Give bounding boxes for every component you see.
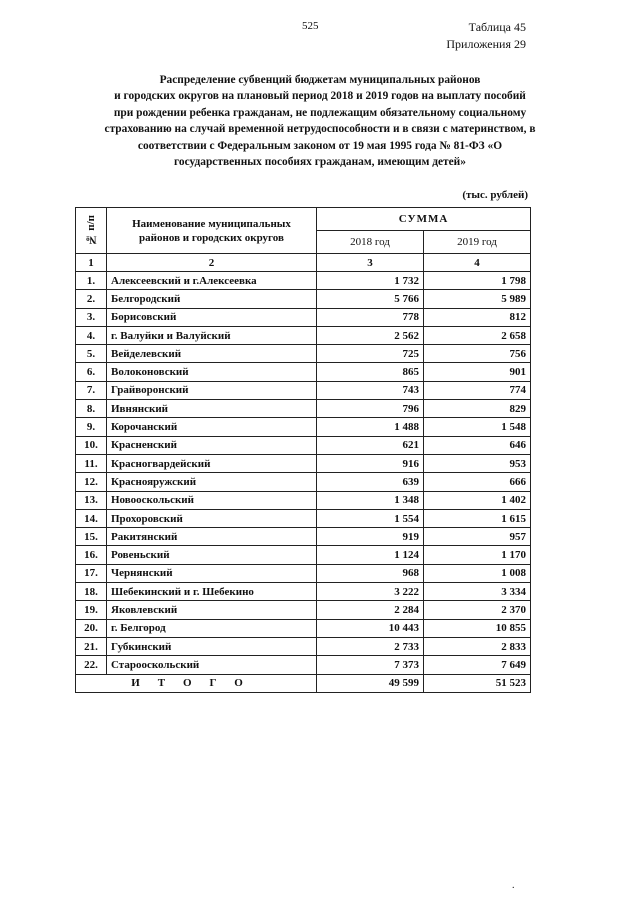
- row-value-2018: 1 124: [317, 546, 424, 564]
- table-row: [76, 326, 531, 344]
- row-value-2018: 1 554: [317, 509, 424, 527]
- row-value-2018: 7 373: [317, 656, 424, 674]
- total-row: [76, 674, 531, 692]
- row-value-2018: 1 348: [317, 491, 424, 509]
- row-name: Грайворонский: [107, 381, 317, 399]
- row-name: Старооскольский: [107, 656, 317, 674]
- row-number: 21.: [76, 637, 107, 655]
- total-v2019: 51 523: [424, 674, 531, 692]
- col-index-3: 3: [317, 254, 424, 272]
- document-heading: [60, 72, 580, 170]
- row-number: 22.: [76, 656, 107, 674]
- row-number: 18.: [76, 583, 107, 601]
- row-value-2018: 1 732: [317, 272, 424, 290]
- row-name: Алексеевский и г.Алексеевка: [107, 272, 317, 290]
- row-name: Корочанский: [107, 418, 317, 436]
- units-label: (тыс. рублей): [462, 189, 528, 201]
- row-value-2018: 2 562: [317, 326, 424, 344]
- heading-line: государственных пособиях гражданам, имеющим детей»: [174, 156, 466, 169]
- row-name: Шебекинский и г. Шебекино: [107, 583, 317, 601]
- table-row: [76, 290, 531, 308]
- row-name: Красногвардейский: [107, 454, 317, 472]
- row-value-2019: 3 334: [424, 583, 531, 601]
- table-row: [76, 637, 531, 655]
- row-number: 15.: [76, 528, 107, 546]
- table-row: [76, 272, 531, 290]
- row-number: 19.: [76, 601, 107, 619]
- col-index-1: 1: [76, 254, 107, 272]
- row-name: г. Валуйки и Валуйский: [107, 326, 317, 344]
- row-name: Прохоровский: [107, 509, 317, 527]
- row-value-2018: 778: [317, 308, 424, 326]
- row-number: 6.: [76, 363, 107, 381]
- row-value-2019: 666: [424, 473, 531, 491]
- row-name: Белгородский: [107, 290, 317, 308]
- table-row: [76, 454, 531, 472]
- table-label: Таблица 45: [468, 20, 526, 34]
- row-number: 12.: [76, 473, 107, 491]
- scan-dot: .: [512, 880, 515, 891]
- table-row: [76, 400, 531, 418]
- appendix-label: Приложения 29: [446, 37, 526, 51]
- table-row: [76, 491, 531, 509]
- heading-line: при рождении ребенка гражданам, не подлежащим обязательному социальному: [113, 106, 527, 119]
- table-row: [76, 473, 531, 491]
- row-value-2019: 774: [424, 381, 531, 399]
- row-value-2019: 1 170: [424, 546, 531, 564]
- row-value-2019: 901: [424, 363, 531, 381]
- row-name: Чернянский: [107, 564, 317, 582]
- row-value-2018: 10 443: [317, 619, 424, 637]
- row-value-2018: 916: [317, 454, 424, 472]
- header-num-text: № п/п: [85, 215, 97, 246]
- subsidy-table: [75, 207, 531, 693]
- row-number: 4.: [76, 326, 107, 344]
- row-name: Яковлевский: [107, 601, 317, 619]
- row-value-2018: 725: [317, 345, 424, 363]
- table-row: [76, 345, 531, 363]
- row-value-2019: 2 370: [424, 601, 531, 619]
- row-value-2019: 7 649: [424, 656, 531, 674]
- table-row: [76, 583, 531, 601]
- row-value-2019: 1 008: [424, 564, 531, 582]
- row-value-2019: 646: [424, 436, 531, 454]
- table-row: [76, 308, 531, 326]
- row-value-2018: 919: [317, 528, 424, 546]
- row-name: Губкинский: [107, 637, 317, 655]
- table-row: [76, 363, 531, 381]
- row-name: Красненский: [107, 436, 317, 454]
- row-value-2018: 5 766: [317, 290, 424, 308]
- row-name: Краснояружский: [107, 473, 317, 491]
- header-sum: СУММА: [317, 208, 531, 231]
- row-number: 13.: [76, 491, 107, 509]
- row-name: г. Белгород: [107, 619, 317, 637]
- header-2019: 2019 год: [424, 231, 531, 254]
- row-number: 2.: [76, 290, 107, 308]
- row-name: Ракитянский: [107, 528, 317, 546]
- row-value-2019: 1 798: [424, 272, 531, 290]
- heading-line: страхованию на случай временной нетрудоспособности и в связи с материнством, в: [104, 123, 536, 136]
- heading-line: и городских округов на плановый период 2018 и 2019 годов на выплату пособий: [114, 90, 526, 103]
- table-row: [76, 418, 531, 436]
- row-number: 20.: [76, 619, 107, 637]
- row-number: 10.: [76, 436, 107, 454]
- row-value-2019: 957: [424, 528, 531, 546]
- table-row: [76, 564, 531, 582]
- table-row: [76, 509, 531, 527]
- row-value-2019: 1 548: [424, 418, 531, 436]
- row-number: 1.: [76, 272, 107, 290]
- row-value-2019: 812: [424, 308, 531, 326]
- row-value-2019: 5 989: [424, 290, 531, 308]
- row-number: 7.: [76, 381, 107, 399]
- row-value-2018: 743: [317, 381, 424, 399]
- row-number: 5.: [76, 345, 107, 363]
- row-number: 3.: [76, 308, 107, 326]
- table-row: [76, 656, 531, 674]
- row-number: 11.: [76, 454, 107, 472]
- row-name: Новооскольский: [107, 491, 317, 509]
- row-value-2019: 2 658: [424, 326, 531, 344]
- row-value-2019: 10 855: [424, 619, 531, 637]
- row-name: Вейделевский: [107, 345, 317, 363]
- row-number: 9.: [76, 418, 107, 436]
- table-label-block: [446, 19, 526, 53]
- row-name: Ивнянский: [107, 400, 317, 418]
- row-number: 8.: [76, 400, 107, 418]
- total-v2018: 49 599: [317, 674, 424, 692]
- table-row: [76, 601, 531, 619]
- table-row: [76, 619, 531, 637]
- header-row: [76, 208, 531, 231]
- row-value-2018: 796: [317, 400, 424, 418]
- header-2018: 2018 год: [317, 231, 424, 254]
- col-index-2: 2: [107, 254, 317, 272]
- row-value-2018: 865: [317, 363, 424, 381]
- row-value-2019: 1 402: [424, 491, 531, 509]
- row-value-2018: 2 284: [317, 601, 424, 619]
- row-value-2018: 621: [317, 436, 424, 454]
- page-number: 525: [302, 20, 319, 32]
- heading-line: соответствии с Федеральным законом от 19 мая 1995 года № 81-ФЗ «О: [137, 139, 503, 152]
- table-row: [76, 528, 531, 546]
- row-value-2018: 1 488: [317, 418, 424, 436]
- row-number: 16.: [76, 546, 107, 564]
- header-name: Наименование муниципальных районов и городских округов: [107, 208, 317, 254]
- heading-line: Распределение субвенций бюджетам муниципальных районов: [159, 74, 481, 86]
- row-value-2018: 2 733: [317, 637, 424, 655]
- row-value-2019: 953: [424, 454, 531, 472]
- row-value-2019: 756: [424, 345, 531, 363]
- row-name: Волоконовский: [107, 363, 317, 381]
- table-row: [76, 436, 531, 454]
- col-index-4: 4: [424, 254, 531, 272]
- row-value-2019: 2 833: [424, 637, 531, 655]
- header-num: [76, 208, 107, 254]
- row-value-2018: 639: [317, 473, 424, 491]
- column-index-row: [76, 254, 531, 272]
- row-name: Борисовский: [107, 308, 317, 326]
- row-number: 17.: [76, 564, 107, 582]
- row-name: Ровеньский: [107, 546, 317, 564]
- total-label: ИТОГО: [76, 674, 317, 692]
- row-value-2019: 1 615: [424, 509, 531, 527]
- table-row: [76, 381, 531, 399]
- row-value-2018: 968: [317, 564, 424, 582]
- table-row: [76, 546, 531, 564]
- row-number: 14.: [76, 509, 107, 527]
- row-value-2018: 3 222: [317, 583, 424, 601]
- row-value-2019: 829: [424, 400, 531, 418]
